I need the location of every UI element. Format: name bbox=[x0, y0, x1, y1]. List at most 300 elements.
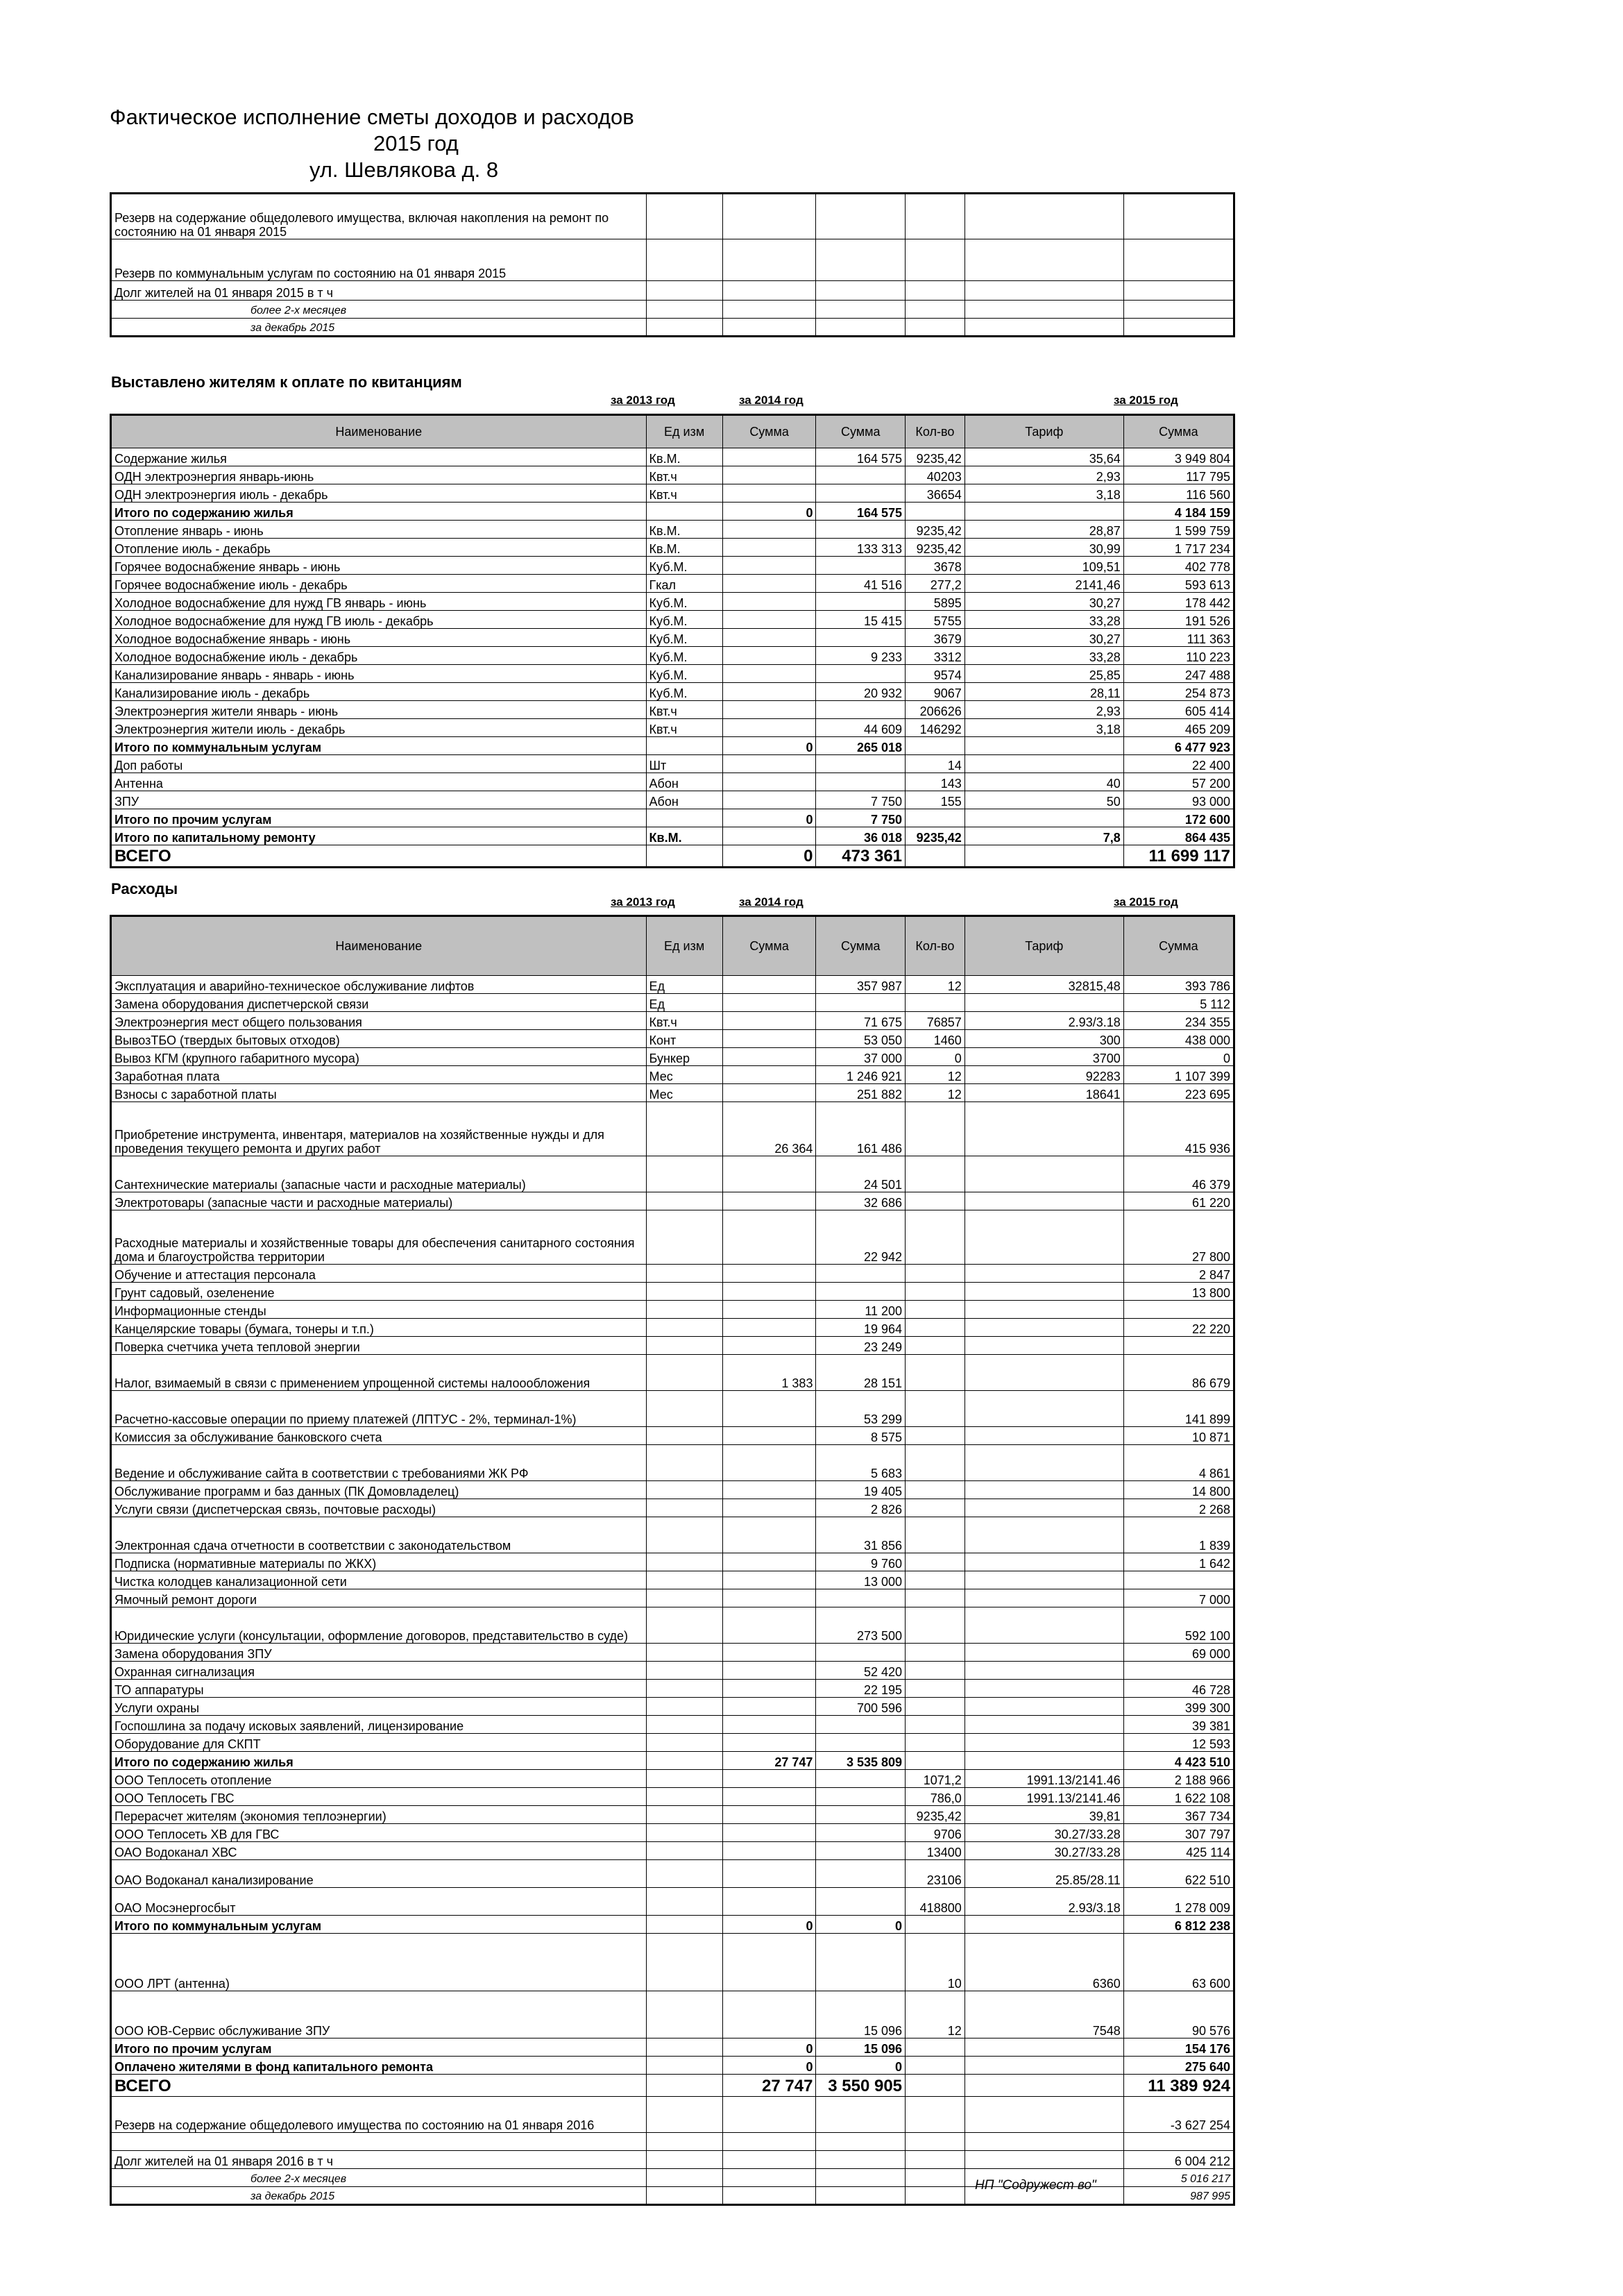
expenses-cell-s2014 bbox=[816, 1824, 906, 1842]
footer-organization: НП "Содружест во" bbox=[975, 2178, 1096, 2193]
income-cell-s2015: 110 223 bbox=[1123, 647, 1234, 665]
expenses-cell-tariff bbox=[965, 1589, 1123, 1607]
income-cell-qty: 9235,42 bbox=[906, 539, 965, 557]
expenses-cell-tariff bbox=[965, 1734, 1123, 1752]
expenses-cell-s2013 bbox=[722, 1301, 816, 1319]
expenses-cell-tariff: 3700 bbox=[965, 1048, 1123, 1066]
expenses-cell-unit bbox=[646, 1102, 722, 1156]
expenses-cell-s2014 bbox=[816, 2169, 906, 2187]
expenses-cell-s2014: 3 535 809 bbox=[816, 1752, 906, 1770]
expenses-cell-unit bbox=[646, 1337, 722, 1355]
expenses-cell-s2013 bbox=[722, 1698, 816, 1716]
income-row bbox=[111, 719, 1234, 737]
expenses-cell-tariff bbox=[965, 994, 1123, 1012]
income-cell-s2015: 116 560 bbox=[1123, 484, 1234, 503]
income-row bbox=[111, 611, 1234, 629]
income-cell-s2015: 605 414 bbox=[1123, 701, 1234, 719]
opening-cell bbox=[722, 319, 816, 337]
expenses-cell-tariff bbox=[965, 1752, 1123, 1770]
income-row bbox=[111, 737, 1234, 755]
expenses-cell-s2013 bbox=[722, 1048, 816, 1066]
expenses-cell-s2014 bbox=[816, 1734, 906, 1752]
expenses-cell-unit bbox=[646, 2038, 722, 2057]
expenses-cell-tariff: 1991.13/2141.46 bbox=[965, 1770, 1123, 1788]
expenses-cell-unit bbox=[646, 1698, 722, 1716]
expenses-cell-qty bbox=[906, 1427, 965, 1445]
title-line-1: Фактическое исполнение сметы доходов и расходов bbox=[110, 105, 634, 129]
expenses-row bbox=[111, 1156, 1234, 1192]
expenses-cell-unit bbox=[646, 1662, 722, 1680]
expenses-cell-tariff: 6360 bbox=[965, 1934, 1123, 1991]
expenses-row bbox=[111, 1445, 1234, 1481]
expenses-row bbox=[111, 1499, 1234, 1517]
expenses-cell-tariff bbox=[965, 2075, 1123, 2097]
opening-cell bbox=[816, 319, 906, 337]
income-cell-tariff bbox=[965, 845, 1123, 868]
expenses-cell-name: ООО ЛРТ (антенна) bbox=[111, 1934, 647, 1991]
expenses-cell-unit bbox=[646, 1788, 722, 1806]
expenses-cell-qty: 12 bbox=[906, 1066, 965, 1084]
income-cell-qty bbox=[906, 503, 965, 521]
expenses-cell-s2013: 27 747 bbox=[722, 1752, 816, 1770]
expenses-row bbox=[111, 1012, 1234, 1030]
income-table bbox=[110, 414, 1235, 868]
income-cell-s2013 bbox=[722, 611, 816, 629]
opening-label: Резерв по коммунальным услугам по состоянию на 01 января 2015 bbox=[111, 239, 647, 281]
expenses-row bbox=[111, 1301, 1234, 1319]
expenses-cell-unit bbox=[646, 2133, 722, 2151]
expenses-cell-s2013 bbox=[722, 1499, 816, 1517]
income-row bbox=[111, 503, 1234, 521]
title-line-3: ул. Шевлякова д. 8 bbox=[309, 158, 499, 182]
expenses-cell-qty: 12 bbox=[906, 976, 965, 994]
expenses-cell-s2015: 7 000 bbox=[1123, 1589, 1234, 1607]
expenses-cell-s2015: 39 381 bbox=[1123, 1716, 1234, 1734]
expenses-row bbox=[111, 1102, 1234, 1156]
income-cell-name: Отопление январь - июнь bbox=[111, 521, 647, 539]
expenses-cell-name: Ведение и обслуживание сайта в соответствии с требованиями ЖК РФ bbox=[111, 1445, 647, 1481]
expenses-row bbox=[111, 1319, 1234, 1337]
opening-cell bbox=[722, 239, 816, 281]
expenses-cell-s2013 bbox=[722, 1770, 816, 1788]
income-row bbox=[111, 593, 1234, 611]
opening-cell bbox=[965, 281, 1123, 301]
expenses-cell-name: Замена оборудования ЗПУ bbox=[111, 1644, 647, 1662]
opening-label: Резерв на содержание общедолевого имущества, включая накопления на ремонт по состоянию на 01 января 2015 bbox=[111, 194, 647, 239]
income-cell-s2014: 265 018 bbox=[816, 737, 906, 755]
expenses-cell-s2013: 26 364 bbox=[722, 1102, 816, 1156]
expenses-cell-s2015: 425 114 bbox=[1123, 1842, 1234, 1860]
expenses-header-row bbox=[111, 916, 1234, 976]
expenses-cell-s2015: 2 188 966 bbox=[1123, 1770, 1234, 1788]
opening-row bbox=[111, 319, 1234, 337]
income-year-2014: за 2014 год bbox=[739, 394, 804, 407]
expenses-row bbox=[111, 1842, 1234, 1860]
income-cell-qty: 5895 bbox=[906, 593, 965, 611]
income-col-header: Кол-во bbox=[906, 415, 965, 448]
expenses-cell-s2013 bbox=[722, 1842, 816, 1860]
expenses-cell-s2013 bbox=[722, 1012, 816, 1030]
opening-label: за декабрь 2015 bbox=[111, 319, 647, 337]
expenses-row bbox=[111, 976, 1234, 994]
expenses-cell-s2014 bbox=[816, 2097, 906, 2133]
expenses-cell-s2013 bbox=[722, 1445, 816, 1481]
expenses-cell-s2013 bbox=[722, 1860, 816, 1888]
expenses-cell-s2014 bbox=[816, 2187, 906, 2205]
expenses-cell-name: Оплачено жителями в фонд капитального ремонта bbox=[111, 2057, 647, 2075]
income-cell-qty: 36654 bbox=[906, 484, 965, 503]
opening-cell bbox=[965, 319, 1123, 337]
expenses-cell-name: Итого по содержанию жилья bbox=[111, 1752, 647, 1770]
expenses-cell-s2014: 15 096 bbox=[816, 2038, 906, 2057]
expenses-cell-qty bbox=[906, 2133, 965, 2151]
expenses-cell-s2015: 90 576 bbox=[1123, 1991, 1234, 2038]
expenses-row bbox=[111, 2038, 1234, 2057]
expenses-cell-tariff bbox=[965, 2097, 1123, 2133]
expenses-cell-s2014: 700 596 bbox=[816, 1698, 906, 1716]
income-cell-s2013 bbox=[722, 701, 816, 719]
expenses-row bbox=[111, 1770, 1234, 1788]
expenses-row bbox=[111, 1860, 1234, 1888]
expenses-cell-name: Итого по прочим услугам bbox=[111, 2038, 647, 2057]
income-cell-qty: 3679 bbox=[906, 629, 965, 647]
expenses-cell-name: ОАО Водоканал ХВС bbox=[111, 1842, 647, 1860]
income-cell-s2013 bbox=[722, 791, 816, 809]
income-cell-s2014: 164 575 bbox=[816, 503, 906, 521]
expenses-row bbox=[111, 1680, 1234, 1698]
expenses-cell-qty bbox=[906, 1283, 965, 1301]
income-cell-name: Итого по коммунальным услугам bbox=[111, 737, 647, 755]
expenses-cell-qty bbox=[906, 1156, 965, 1192]
expenses-cell-s2014 bbox=[816, 2133, 906, 2151]
expenses-cell-s2014: 3 550 905 bbox=[816, 2075, 906, 2097]
expenses-cell-s2015: 10 871 bbox=[1123, 1427, 1234, 1445]
income-cell-name: Итого по содержанию жилья bbox=[111, 503, 647, 521]
opening-cell bbox=[1123, 239, 1234, 281]
expenses-cell-name: ВывозТБО (твердых бытовых отходов) bbox=[111, 1030, 647, 1048]
income-cell-s2013 bbox=[722, 484, 816, 503]
expenses-cell-name: Эксплуатация и аварийно-техническое обслуживание лифтов bbox=[111, 976, 647, 994]
expenses-cell-tariff: 30.27/33.28 bbox=[965, 1842, 1123, 1860]
opening-cell bbox=[646, 301, 722, 319]
income-cell-qty: 146292 bbox=[906, 719, 965, 737]
expenses-cell-tariff: 300 bbox=[965, 1030, 1123, 1048]
expenses-cell-name: Долг жителей на 01 января 2016 в т ч bbox=[111, 2151, 647, 2169]
expenses-cell-s2014: 28 151 bbox=[816, 1355, 906, 1391]
expenses-col-header: Сумма bbox=[722, 916, 816, 976]
expenses-cell-qty: 13400 bbox=[906, 1842, 965, 1860]
expenses-cell-s2014: 13 000 bbox=[816, 1571, 906, 1589]
opening-cell bbox=[1123, 281, 1234, 301]
expenses-cell-qty bbox=[906, 2038, 965, 2057]
expenses-cell-s2014: 53 050 bbox=[816, 1030, 906, 1048]
expenses-cell-s2013 bbox=[722, 1734, 816, 1752]
income-cell-name: ВСЕГО bbox=[111, 845, 647, 868]
expenses-cell-tariff: 18641 bbox=[965, 1084, 1123, 1102]
expenses-cell-name: Канцелярские товары (бумага, тонеры и т.п.) bbox=[111, 1319, 647, 1337]
income-cell-tariff: 2141,46 bbox=[965, 575, 1123, 593]
expenses-cell-name: Оборудование для СКПТ bbox=[111, 1734, 647, 1752]
expenses-cell-s2015: 223 695 bbox=[1123, 1084, 1234, 1102]
expenses-cell-unit bbox=[646, 2169, 722, 2187]
expenses-cell-name: Итого по коммунальным услугам bbox=[111, 1916, 647, 1934]
expenses-cell-unit bbox=[646, 2075, 722, 2097]
expenses-cell-qty bbox=[906, 994, 965, 1012]
income-year-2013: за 2013 год bbox=[611, 394, 675, 407]
expenses-cell-unit: Ед bbox=[646, 976, 722, 994]
expenses-cell-qty bbox=[906, 1499, 965, 1517]
expenses-cell-s2015: 46 379 bbox=[1123, 1156, 1234, 1192]
expenses-cell-tariff bbox=[965, 1210, 1123, 1265]
expenses-cell-qty: 23106 bbox=[906, 1860, 965, 1888]
expenses-cell-s2015: 27 800 bbox=[1123, 1210, 1234, 1265]
expenses-cell-s2013 bbox=[722, 1607, 816, 1644]
expenses-row bbox=[111, 1084, 1234, 1102]
expenses-cell-tariff: 2.93/3.18 bbox=[965, 1888, 1123, 1916]
expenses-cell-s2013 bbox=[722, 1571, 816, 1589]
income-cell-s2013: 0 bbox=[722, 737, 816, 755]
expenses-cell-name: Услуги связи (диспетчерская связь, почтовые расходы) bbox=[111, 1499, 647, 1517]
expenses-cell-qty bbox=[906, 1445, 965, 1481]
income-cell-s2015: 57 200 bbox=[1123, 773, 1234, 791]
expenses-cell-qty: 786,0 bbox=[906, 1788, 965, 1806]
expenses-cell-tariff bbox=[965, 1662, 1123, 1680]
expenses-cell-unit bbox=[646, 1607, 722, 1644]
income-cell-qty: 9067 bbox=[906, 683, 965, 701]
expenses-cell-s2014 bbox=[816, 1842, 906, 1860]
income-row bbox=[111, 557, 1234, 575]
expenses-row bbox=[111, 1355, 1234, 1391]
income-cell-tariff: 50 bbox=[965, 791, 1123, 809]
income-cell-s2015: 6 477 923 bbox=[1123, 737, 1234, 755]
opening-cell bbox=[722, 281, 816, 301]
expenses-cell-qty bbox=[906, 1391, 965, 1427]
income-cell-s2013: 0 bbox=[722, 503, 816, 521]
expenses-cell-unit bbox=[646, 1888, 722, 1916]
expenses-cell-s2014 bbox=[816, 994, 906, 1012]
expenses-row bbox=[111, 1337, 1234, 1355]
expenses-cell-s2015: 63 600 bbox=[1123, 1934, 1234, 1991]
opening-label: более 2-х месяцев bbox=[111, 301, 647, 319]
expenses-cell-s2015: 987 995 bbox=[1123, 2187, 1234, 2205]
expenses-cell-s2014 bbox=[816, 1806, 906, 1824]
expenses-cell-qty bbox=[906, 1916, 965, 1934]
expenses-cell-qty bbox=[906, 2151, 965, 2169]
income-row bbox=[111, 809, 1234, 827]
expenses-cell-tariff: 30.27/33.28 bbox=[965, 1824, 1123, 1842]
income-cell-unit: Квт.ч bbox=[646, 466, 722, 484]
expenses-cell-tariff bbox=[965, 2038, 1123, 2057]
expenses-cell-qty bbox=[906, 2097, 965, 2133]
expenses-row bbox=[111, 1662, 1234, 1680]
expenses-cell-s2013 bbox=[722, 1084, 816, 1102]
income-cell-tariff: 35,64 bbox=[965, 448, 1123, 466]
expenses-cell-s2015: 234 355 bbox=[1123, 1012, 1234, 1030]
expenses-cell-s2014: 71 675 bbox=[816, 1012, 906, 1030]
expenses-cell-s2015: 6 004 212 bbox=[1123, 2151, 1234, 2169]
income-cell-s2015: 191 526 bbox=[1123, 611, 1234, 629]
expenses-cell-name: Электронная сдача отчетности в соответствии с законодательством bbox=[111, 1517, 647, 1553]
expenses-cell-name: Информационные стенды bbox=[111, 1301, 647, 1319]
expenses-cell-qty bbox=[906, 1571, 965, 1589]
income-cell-name: Холодное водоснабжение июль - декабрь bbox=[111, 647, 647, 665]
income-cell-s2014 bbox=[816, 557, 906, 575]
income-cell-name: Горячее водоснабжение июль - декабрь bbox=[111, 575, 647, 593]
income-cell-name: Антенна bbox=[111, 773, 647, 791]
expenses-row bbox=[111, 1066, 1234, 1084]
expenses-col-header: Сумма bbox=[1123, 916, 1234, 976]
expenses-cell-s2013 bbox=[722, 1427, 816, 1445]
income-cell-unit: Кв.М. bbox=[646, 539, 722, 557]
expenses-row bbox=[111, 1481, 1234, 1499]
expenses-cell-tariff: 7548 bbox=[965, 1991, 1123, 2038]
income-row bbox=[111, 539, 1234, 557]
expenses-cell-s2014 bbox=[816, 1934, 906, 1991]
expenses-cell-s2015: 2 847 bbox=[1123, 1265, 1234, 1283]
expenses-cell-name: Госпошлина за подачу исковых заявлений, лицензирование bbox=[111, 1716, 647, 1734]
expenses-cell-unit bbox=[646, 1860, 722, 1888]
expenses-row bbox=[111, 1589, 1234, 1607]
income-cell-s2013 bbox=[722, 665, 816, 683]
expenses-cell-unit bbox=[646, 1916, 722, 1934]
income-cell-s2015: 254 873 bbox=[1123, 683, 1234, 701]
expenses-cell-unit bbox=[646, 1445, 722, 1481]
income-cell-s2015: 178 442 bbox=[1123, 593, 1234, 611]
expenses-cell-s2013 bbox=[722, 2097, 816, 2133]
expenses-cell-tariff bbox=[965, 1355, 1123, 1391]
opening-row bbox=[111, 194, 1234, 239]
expenses-cell-s2015: 69 000 bbox=[1123, 1644, 1234, 1662]
expenses-cell-unit bbox=[646, 1355, 722, 1391]
expenses-cell-s2013: 27 747 bbox=[722, 2075, 816, 2097]
expenses-cell-s2013 bbox=[722, 1934, 816, 1991]
income-cell-name: Холодное водоснабжение для нужд ГВ июль - декабрь bbox=[111, 611, 647, 629]
expenses-cell-s2013 bbox=[722, 1517, 816, 1553]
expenses-cell-s2015: 4 423 510 bbox=[1123, 1752, 1234, 1770]
expenses-cell-name: Заработная плата bbox=[111, 1066, 647, 1084]
expenses-row bbox=[111, 1788, 1234, 1806]
expenses-cell-s2013 bbox=[722, 1283, 816, 1301]
expenses-cell-s2013 bbox=[722, 1265, 816, 1283]
expenses-cell-s2013 bbox=[722, 994, 816, 1012]
expenses-cell-qty bbox=[906, 1517, 965, 1553]
title-line-2: 2015 год bbox=[373, 131, 459, 155]
expenses-cell-s2015: 22 220 bbox=[1123, 1319, 1234, 1337]
expenses-cell-tariff bbox=[965, 1391, 1123, 1427]
expenses-cell-s2015: 399 300 bbox=[1123, 1698, 1234, 1716]
expenses-cell-unit bbox=[646, 1806, 722, 1824]
expenses-cell-qty bbox=[906, 1265, 965, 1283]
expenses-cell-s2013 bbox=[722, 2169, 816, 2187]
expenses-row bbox=[111, 1734, 1234, 1752]
expenses-row bbox=[111, 1752, 1234, 1770]
opening-cell bbox=[646, 319, 722, 337]
income-cell-tariff: 30,27 bbox=[965, 629, 1123, 647]
expenses-cell-s2013 bbox=[722, 1806, 816, 1824]
income-cell-unit: Гкал bbox=[646, 575, 722, 593]
expenses-cell-s2013 bbox=[722, 1030, 816, 1048]
income-cell-name: Холодное водоснабжение для нужд ГВ январь - июнь bbox=[111, 593, 647, 611]
expenses-cell-unit bbox=[646, 1283, 722, 1301]
expenses-cell-unit bbox=[646, 1481, 722, 1499]
income-cell-unit: Абон bbox=[646, 773, 722, 791]
expenses-cell-qty: 12 bbox=[906, 1991, 965, 2038]
expenses-cell-name: Резерв на содержание общедолевого имущества по состоянию на 01 января 2016 bbox=[111, 2097, 647, 2133]
income-cell-name: Горячее водоснабжение январь - июнь bbox=[111, 557, 647, 575]
income-cell-s2015: 1 717 234 bbox=[1123, 539, 1234, 557]
income-cell-s2013 bbox=[722, 521, 816, 539]
expenses-cell-s2014: 23 249 bbox=[816, 1337, 906, 1355]
expenses-cell-name: Налог, взимаемый в связи с применением упрощенной системы налоообложения bbox=[111, 1355, 647, 1391]
income-cell-s2013 bbox=[722, 557, 816, 575]
expenses-cell-tariff bbox=[965, 1427, 1123, 1445]
expenses-cell-s2014: 5 683 bbox=[816, 1445, 906, 1481]
opening-cell bbox=[646, 194, 722, 239]
income-cell-s2015: 1 599 759 bbox=[1123, 521, 1234, 539]
income-cell-tariff: 109,51 bbox=[965, 557, 1123, 575]
expenses-cell-name: Замена оборудования диспетчерской связи bbox=[111, 994, 647, 1012]
income-cell-tariff: 7,8 bbox=[965, 827, 1123, 845]
expenses-cell-s2015: 5 016 217 bbox=[1123, 2169, 1234, 2187]
expenses-cell-s2013 bbox=[722, 1680, 816, 1698]
income-cell-s2013 bbox=[722, 466, 816, 484]
expenses-cell-s2015: 5 112 bbox=[1123, 994, 1234, 1012]
expenses-cell-s2014: 357 987 bbox=[816, 976, 906, 994]
income-cell-unit: Квт.ч bbox=[646, 701, 722, 719]
income-cell-s2013 bbox=[722, 647, 816, 665]
expenses-cell-unit bbox=[646, 1553, 722, 1571]
expenses-cell-s2013: 1 383 bbox=[722, 1355, 816, 1391]
income-row bbox=[111, 484, 1234, 503]
opening-cell bbox=[816, 301, 906, 319]
expenses-cell-s2015: 592 100 bbox=[1123, 1607, 1234, 1644]
expenses-cell-unit bbox=[646, 1680, 722, 1698]
expenses-cell-s2015: -3 627 254 bbox=[1123, 2097, 1234, 2133]
expenses-row bbox=[111, 2151, 1234, 2169]
income-cell-tariff: 40 bbox=[965, 773, 1123, 791]
income-cell-name: ОДН электроэнергия июль - декабрь bbox=[111, 484, 647, 503]
income-cell-s2014: 20 932 bbox=[816, 683, 906, 701]
expenses-cell-name: ООО Теплосеть ХВ для ГВС bbox=[111, 1824, 647, 1842]
expenses-cell-tariff: 39,81 bbox=[965, 1806, 1123, 1824]
expenses-cell-unit bbox=[646, 2187, 722, 2205]
expenses-row bbox=[111, 1607, 1234, 1644]
opening-cell bbox=[906, 281, 965, 301]
expenses-heading: Расходы bbox=[111, 880, 178, 897]
expenses-row bbox=[111, 1888, 1234, 1916]
expenses-cell-qty bbox=[906, 1210, 965, 1265]
expenses-cell-s2013 bbox=[722, 976, 816, 994]
opening-cell bbox=[646, 281, 722, 301]
expenses-cell-name: Обучение и аттестация персонала bbox=[111, 1265, 647, 1283]
expenses-cell-s2015: 1 839 bbox=[1123, 1517, 1234, 1553]
opening-cell bbox=[1123, 194, 1234, 239]
income-cell-unit: Абон bbox=[646, 791, 722, 809]
expenses-cell-s2015: 367 734 bbox=[1123, 1806, 1234, 1824]
opening-cell bbox=[816, 194, 906, 239]
expenses-cell-unit: Конт bbox=[646, 1030, 722, 1048]
expenses-cell-qty: 76857 bbox=[906, 1012, 965, 1030]
expenses-year-2014: за 2014 год bbox=[739, 895, 804, 909]
expenses-cell-s2013 bbox=[722, 1319, 816, 1337]
expenses-cell-qty: 0 bbox=[906, 1048, 965, 1066]
expenses-cell-name: Электроэнергия мест общего пользования bbox=[111, 1012, 647, 1030]
income-cell-qty: 9235,42 bbox=[906, 448, 965, 466]
income-cell-tariff: 3,18 bbox=[965, 719, 1123, 737]
income-cell-s2013 bbox=[722, 575, 816, 593]
expenses-cell-tariff bbox=[965, 1319, 1123, 1337]
income-row bbox=[111, 773, 1234, 791]
